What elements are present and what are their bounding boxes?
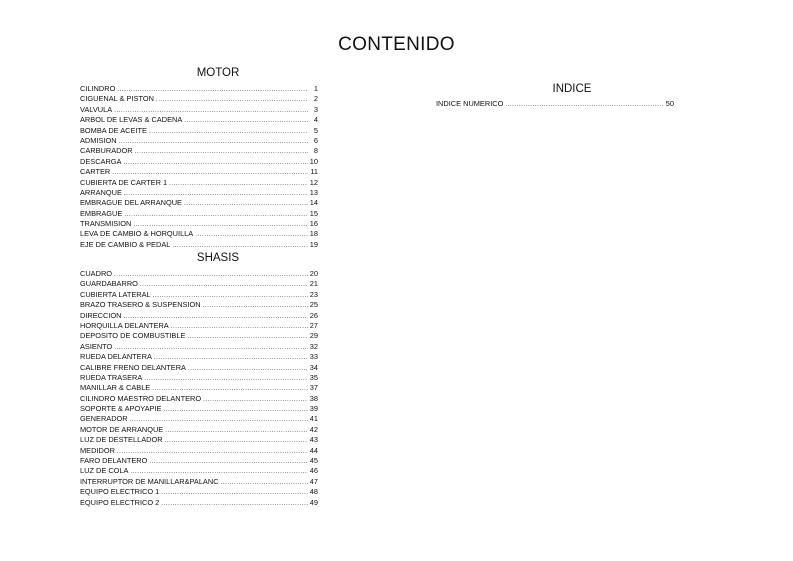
toc-entry-label: CARTER	[80, 167, 111, 177]
toc-dot-leader	[184, 116, 308, 126]
toc-dot-leader	[144, 374, 307, 384]
toc-entry-label: CUADRO	[80, 269, 113, 278]
toc-entry	[80, 487, 318, 497]
toc-entry-page-number: 6	[313, 135, 318, 145]
toc-entry	[80, 383, 318, 393]
toc-entry	[80, 498, 318, 508]
toc-entry-page-number: 12	[309, 177, 318, 187]
toc-entry	[80, 404, 318, 414]
toc-entry-label: EMBRAGUE	[80, 208, 123, 218]
toc-entry	[80, 229, 318, 239]
shasis-toc-list	[80, 269, 318, 508]
toc-entry-page-number: 45	[309, 456, 318, 466]
toc-dot-leader	[119, 137, 308, 147]
toc-entry-page-number: 33	[309, 352, 318, 362]
toc-entry	[80, 157, 318, 167]
toc-entry-label: DIRECCION	[80, 310, 122, 320]
toc-entry-page-number: 42	[309, 424, 318, 434]
toc-entry-page-number: 4	[313, 115, 318, 125]
toc-entry-label: CILINDRO	[80, 84, 116, 93]
toc-entry	[80, 456, 318, 466]
toc-entry-label: DEPOSITO DE COMBUSTIBLE	[80, 331, 186, 341]
toc-entry-label: EQUIPO ELECTRICO 1	[80, 487, 160, 497]
toc-entry-label: INTERRUPTOR DE MANILLAR&PALANC	[80, 476, 219, 486]
toc-entry-page-number: 47	[309, 476, 318, 486]
toc-entry	[80, 126, 318, 136]
toc-entry	[80, 414, 318, 424]
toc-entry-label: EQUIPO ELECTRICO 2	[80, 497, 160, 507]
toc-entry-label: DESCARGA	[80, 156, 122, 166]
toc-entry-page-number: 50	[665, 99, 674, 108]
toc-entry-page-number: 46	[309, 466, 318, 476]
toc-entry-page-number: 21	[309, 279, 318, 289]
toc-entry	[80, 373, 318, 383]
toc-entry-page-number: 16	[309, 219, 318, 229]
toc-dot-leader	[195, 230, 308, 240]
toc-entry-page-number: 35	[309, 372, 318, 382]
toc-entry-label: BOMBA DE ACEITE	[80, 125, 147, 135]
toc-entry-label: GUARDABARRO	[80, 279, 138, 289]
toc-entry-label: CIGUENAL & PISTON	[80, 94, 154, 104]
toc-entry	[80, 394, 318, 404]
toc-entry-label: INDICE NUMERICO	[436, 99, 504, 108]
toc-entry	[80, 219, 318, 229]
toc-entry-page-number: 38	[309, 393, 318, 403]
toc-entry	[80, 105, 318, 115]
toc-entry	[80, 269, 318, 279]
toc-entry-label: HORQUILLA DELANTERA	[80, 320, 169, 330]
toc-entry-page-number: 49	[309, 497, 318, 507]
motor-heading: MOTOR	[196, 67, 240, 79]
toc-entry-page-number: 10	[309, 156, 318, 166]
toc-dot-leader	[161, 499, 308, 509]
toc-entry	[80, 178, 318, 188]
toc-entry-page-number: 44	[309, 445, 318, 455]
toc-entry	[80, 240, 318, 250]
toc-entry	[80, 279, 318, 289]
toc-entry-label: LUZ DE COLA	[80, 466, 129, 476]
toc-dot-leader	[163, 405, 307, 415]
toc-entry	[80, 311, 318, 321]
toc-entry-label: CUBIERTA DE CARTER 1	[80, 177, 168, 187]
toc-entry-page-number: 1	[313, 84, 318, 93]
toc-dot-leader	[165, 436, 308, 446]
toc-dot-leader	[124, 210, 307, 220]
toc-entry	[80, 342, 318, 352]
toc-entry-page-number: 15	[309, 208, 318, 218]
toc-entry	[80, 136, 318, 146]
toc-entry-page-number: 41	[309, 414, 318, 424]
toc-dot-leader	[505, 100, 663, 110]
toc-dot-leader	[149, 457, 307, 467]
toc-entry-label: TRANSMISION	[80, 219, 132, 229]
toc-entry-page-number: 18	[309, 229, 318, 239]
toc-entry	[80, 363, 318, 373]
toc-dot-leader	[203, 301, 308, 311]
toc-dot-leader	[135, 147, 308, 157]
toc-entry-label: ADMISION	[80, 135, 117, 145]
toc-entry-page-number: 39	[309, 404, 318, 414]
toc-entry-label: CALIBRE FRENO DELANTERA	[80, 362, 186, 372]
toc-entry-label: EJE DE CAMBIO & PEDAL	[80, 239, 171, 249]
toc-entry-label: GENERADOR	[80, 414, 128, 424]
toc-entry	[80, 146, 318, 156]
toc-dot-leader	[171, 322, 308, 332]
page-title: CONTENIDO	[338, 34, 455, 55]
toc-entry-label: EMBRAGUE DEL ARRANQUE	[80, 198, 182, 208]
toc-entry-label: CUBIERTA LATERAL	[80, 289, 151, 299]
motor-toc-list	[80, 84, 318, 250]
toc-entry-label: RUEDA DELANTERA	[80, 352, 152, 362]
toc-dot-leader	[188, 364, 308, 374]
toc-dot-leader	[123, 158, 307, 168]
toc-entry-page-number: 27	[309, 320, 318, 330]
toc-entry	[80, 446, 318, 456]
toc-entry	[80, 435, 318, 445]
indice-toc-list	[436, 99, 674, 109]
toc-entry	[80, 115, 318, 125]
toc-entry-page-number: 5	[313, 125, 318, 135]
toc-dot-leader	[149, 127, 308, 137]
toc-entry	[80, 84, 318, 94]
toc-entry-page-number: 37	[309, 383, 318, 393]
toc-entry	[80, 321, 318, 331]
toc-entry-label: RUEDA TRASERA	[80, 372, 143, 382]
toc-entry	[80, 477, 318, 487]
toc-entry-page-number: 29	[309, 331, 318, 341]
toc-dot-leader	[161, 488, 308, 498]
toc-entry-label: CILINDRO MAESTRO DELANTERO	[80, 393, 202, 403]
toc-entry	[80, 209, 318, 219]
toc-entry-label: CARBURADOR	[80, 146, 133, 156]
toc-entry	[80, 331, 318, 341]
toc-entry-page-number: 32	[309, 341, 318, 351]
toc-dot-leader	[140, 280, 308, 290]
toc-entry-page-number: 19	[309, 239, 318, 249]
toc-dot-leader	[184, 199, 308, 209]
toc-entry-page-number: 23	[309, 289, 318, 299]
toc-entry-page-number: 25	[309, 300, 318, 310]
toc-entry	[80, 94, 318, 104]
toc-entry-page-number: 34	[309, 362, 318, 372]
toc-entry-label: LEVA DE CAMBIO & HORQUILLA	[80, 229, 194, 239]
toc-entry-page-number: 11	[310, 167, 318, 177]
toc-entry-label: BRAZO TRASERO & SUSPENSION	[80, 300, 201, 310]
toc-entry-page-number: 48	[309, 487, 318, 497]
indice-heading: INDICE	[552, 83, 592, 95]
shasis-heading: SHASIS	[196, 252, 240, 264]
toc-entry-page-number: 14	[309, 198, 318, 208]
toc-entry-page-number: 2	[313, 94, 318, 104]
toc-entry-label: ASIENTO	[80, 341, 113, 351]
toc-entry-label: MOTOR DE ARRANQUE	[80, 424, 164, 434]
toc-entry-page-number: 3	[313, 104, 318, 114]
toc-entry-label: MANILLAR & CABLE	[80, 383, 151, 393]
toc-entry-label: MEDIDOR	[80, 445, 115, 455]
toc-entry	[80, 167, 318, 177]
toc-entry-label: ARBOL DE LEVAS & CADENA	[80, 115, 183, 125]
toc-entry-page-number: 20	[309, 269, 318, 278]
toc-dot-leader	[221, 478, 308, 488]
toc-entry	[436, 99, 674, 109]
toc-entry-label: LUZ DE DESTELLADOR	[80, 435, 163, 445]
toc-entry	[80, 425, 318, 435]
toc-entry	[80, 352, 318, 362]
toc-dot-leader	[165, 426, 308, 436]
toc-entry-label: VALVULA	[80, 104, 113, 114]
toc-entry-label: FARO DELANTERO	[80, 456, 148, 466]
toc-dot-leader	[172, 241, 307, 251]
toc-entry-page-number: 8	[313, 146, 318, 156]
toc-entry-page-number: 13	[309, 187, 318, 197]
toc-dot-leader	[187, 332, 307, 342]
toc-dot-leader	[114, 270, 308, 280]
toc-entry-label: SOPORTE & APOYAPIE	[80, 404, 162, 414]
toc-dot-leader	[169, 179, 308, 189]
toc-entry-page-number: 26	[309, 310, 318, 320]
toc-entry-label: ARRANQUE	[80, 187, 122, 197]
toc-dot-leader	[156, 95, 308, 105]
toc-dot-leader	[203, 395, 308, 405]
toc-entry-page-number: 43	[309, 435, 318, 445]
toc-entry	[80, 300, 318, 310]
toc-entry	[80, 466, 318, 476]
toc-entry	[80, 290, 318, 300]
toc-entry	[80, 188, 318, 198]
toc-entry	[80, 198, 318, 208]
